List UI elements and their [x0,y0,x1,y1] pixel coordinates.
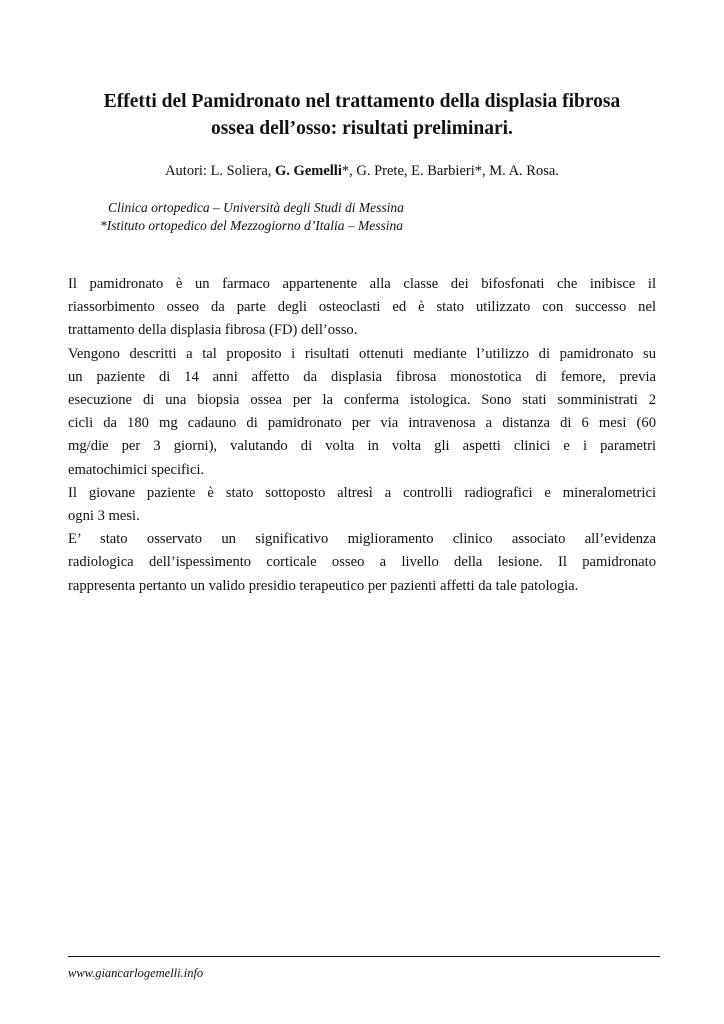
authors-line [0,161,724,181]
text-line: trattamento della displasia fibrosa (FD) dell’osso. [68,322,358,339]
text-line: rappresenta pertanto un valido presidio terapeutico per pazienti affetti da tale patologia. [68,577,579,594]
text-line: riassorbimento osseo da parte degli osteoclasti ed è stato utilizzato con successo nel [68,299,656,316]
text-line: ematochimici specifici. [68,461,205,478]
title-line-2: ossea dell’osso: risultati preliminari. [211,118,513,139]
text-line: Il giovane paziente è stato sottoposto altresì a controlli radiografici e mineralometrici [68,484,656,501]
abstract-body [68,273,656,598]
text-line: Il pamidronato è un farmaco appartenente alla classe dei bifosfonati che inibisce il [68,276,656,292]
authors-prefix: Autori: L. Soliera, [165,163,276,179]
text-line: Vengono descritti a tal proposito i risultati ottenuti mediante l’utilizzo di pamidronato su [68,345,656,362]
paragraph-4 [68,528,656,598]
title-line-1: Effetti del Pamidronato nel trattamento della displasia fibrosa [103,91,621,112]
paragraph-1 [68,273,656,343]
authors-suffix: *, G. Prete, E. Barbieri*, M. A. Rosa. [341,163,559,179]
text-line: esecuzione di una biopsia ossea per la conferma istologica. Sono stati somministrati 2 [68,392,656,409]
authors-highlighted-name: G. Gemelli [275,163,342,179]
affiliation-2: *Istituto ortopedico del Mezzogiorno d’Italia – Messina [100,218,403,233]
footer-divider [68,956,660,957]
affiliations [100,199,404,235]
text-line: cicli da 180 mg cadauno di pamidronato per via intravenosa a distanza di 6 mesi (60 [68,415,656,432]
text-line: E’ stato osservato un significativo miglioramento clinico associato all’evidenza [68,531,656,548]
footer-website: www.giancarlogemelli.info [68,966,204,980]
text-line: mg/die per 3 giorni), valutando di volta in volta gli aspetti clinici e i parametri [68,438,656,455]
text-line: radiologica dell’ispessimento corticale osseo a livello della lesione. Il pamidronato [68,554,656,571]
paragraph-2 [68,343,656,482]
document-title [40,88,684,142]
text-line: un paziente di 14 anni affetto da displasia fibrosa monostotica di femore, previa [68,368,656,385]
text-line: ogni 3 mesi. [68,508,140,525]
paragraph-3 [68,482,656,528]
affiliation-1: Clinica ortopedica – Università degli Studi di Messina [108,200,404,215]
